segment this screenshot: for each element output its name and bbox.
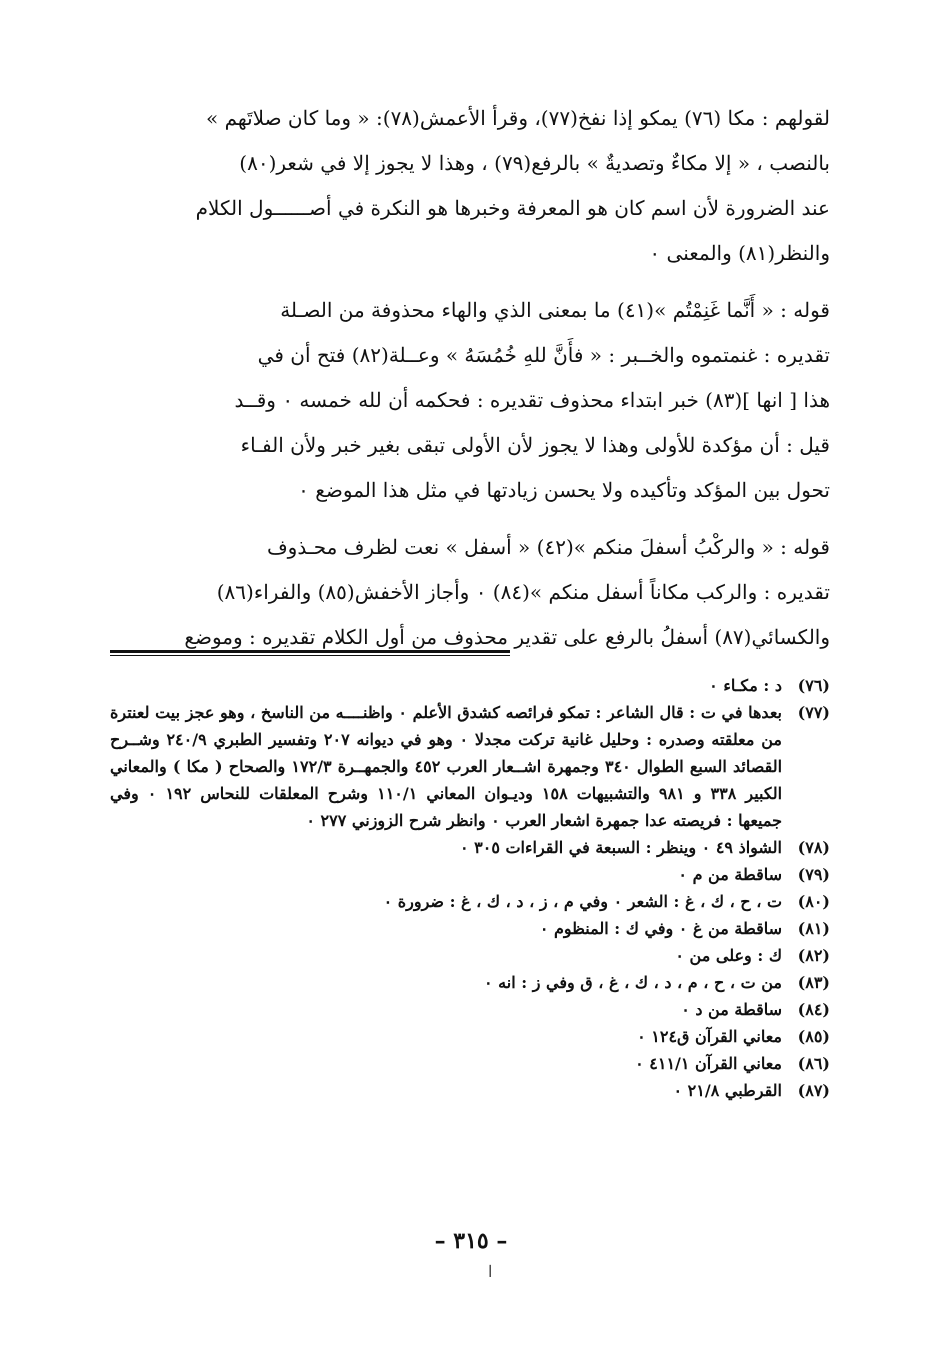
footnote xyxy=(110,834,830,861)
footnote-number: (٨٥) xyxy=(797,1027,830,1046)
footnote-text: معاني القرآن ق١٢٤ ٠ xyxy=(637,1027,782,1046)
footnote-number: (٧٨) xyxy=(797,838,830,857)
footnote xyxy=(110,861,830,888)
paragraph-1 xyxy=(110,96,830,276)
footnote xyxy=(110,942,830,969)
footnote-number: (٨٤) xyxy=(797,1000,830,1019)
footnotes xyxy=(110,672,830,1104)
footnote-number: (٨٠) xyxy=(797,892,830,911)
main-text xyxy=(110,96,830,672)
footnote xyxy=(110,1077,830,1104)
footnote-text: معاني القرآن ٤١١/١ ٠ xyxy=(635,1054,782,1073)
footnote-text: القرطبي ٢١/٨ ٠ xyxy=(673,1081,782,1100)
footnote-text: د : مكـاء ٠ xyxy=(709,676,782,695)
text-line: هذا [ انها ](٨٣) خبر ابتداء محذوف تقديره : فحكمه أن لله خمسه ٠ وقــد xyxy=(234,388,830,412)
footnote-number: (٧٩) xyxy=(797,865,830,884)
footnote-number: (٨٧) xyxy=(797,1081,830,1100)
footnote-text: من ت ، ح ، م ، د ، ك ، غ ، ق وفي ز : انه ٠ xyxy=(484,973,782,992)
footnote-text: بعدها في ت : قال الشاعر : تمكو فرائصه كشدق الأعلم ٠ واظنــــه من الناسخ ، وهو عجز بيت لعنترة من معلقته وصدره : وحليل غانية تركت مجدلا ٠ وهو في ديوانه ٢٠٧ وتفسير الطبري ٢٤٠/٩ وشــرح القصائد السبع الطوال ٣٤٠ وجمهرة اشــعار العرب ٤٥٢ والجمهــرة ١٧٢/٣ والصحاح ( مكا ) والمعاني الكبير ٣٣٨ و ٩٨١ والتشبيهات ١٥٨ وديـوان المعاني ١١٠/١ وشرح المعلقات للنحاس ١٩٢ ٠ وفي جميعها : فريصته عدا جمهرة اشعار العرب ٠ وانظر شرح الزوزني ٢٧٧ ٠ xyxy=(110,703,783,830)
text-line: تحول بين المؤكد وتأكيده ولا يحسن زيادتها في مثل هذا الموضع ٠ xyxy=(298,478,830,502)
page-number: – ٣١٥ – xyxy=(434,1228,508,1254)
footnote-number: (٨٣) xyxy=(797,973,830,992)
text-line: قوله : « أَنَّما غَنِمْتُم »(٤١) ما بمعنى الذي والهاء محذوفة من الصـلة xyxy=(280,298,830,322)
footnote-text: ساقطة من م ٠ xyxy=(678,865,782,884)
text-line: بالنصب ، « إلا مكاءٌ وتصديةٌ » بالرفع(٧٩) ، وهذا لا يجوز إلا في شعر(٨٠) xyxy=(239,151,830,175)
footnote-text: ساقطة من د ٠ xyxy=(681,1000,782,1019)
text-line: عند الضرورة لأن اسم كان هو المعرفة وخبرها هو النكرة في أصــــــول الكلام xyxy=(195,196,830,220)
stray-mark: ا xyxy=(488,1262,493,1281)
footnote xyxy=(110,969,830,996)
text-line: قوله : « والركْبُ أسفلَ منكم »(٤٢) « أسفل » نعت لظرف محـذوف xyxy=(266,535,830,559)
footnote xyxy=(110,1023,830,1050)
text-line: والنظر(٨١) والمعنى ٠ xyxy=(649,241,830,265)
paragraph-2 xyxy=(110,288,830,513)
footnote-number: (٧٦) xyxy=(797,676,830,695)
text-line: والكسائي(٨٧) أسفلُ بالرفع على تقدير محذوف من أول الكلام تقديره : وموضع xyxy=(184,625,830,649)
text-line: تقديره : غنمتموه والخــبر : « فأَنَّ للهِ خُمُسَهُ » وعــلة(٨٢) فتح أن في xyxy=(257,343,830,367)
footnote xyxy=(110,888,830,915)
footnote-text: ت ، ح ، ك ، غ : الشعر ٠ وفي م ، ز ، د ، ك ، غ : ضرورة ٠ xyxy=(383,892,782,911)
footnote xyxy=(110,699,830,834)
footnote-number: (٨١) xyxy=(797,919,830,938)
footnote-number: (٨٢) xyxy=(797,946,830,965)
footnote xyxy=(110,996,830,1023)
footnote-number: (٨٦) xyxy=(797,1054,830,1073)
footnote-number: (٧٧) xyxy=(797,703,830,722)
footnote-separator xyxy=(110,650,510,653)
footnote xyxy=(110,1050,830,1077)
footnote-text: الشواذ ٤٩ ٠ وينظر : السبعة في القراءات ٣٠٥ ٠ xyxy=(459,838,782,857)
footnote-text: ساقطة من غ ٠ وفي ك : المنظوم ٠ xyxy=(539,919,782,938)
footnote xyxy=(110,915,830,942)
text-line: قيل : أن مؤكدة للأولى وهذا لا يجوز لأن الأولى تبقى بغير خبر ولأن الفـاء xyxy=(240,433,830,457)
text-line: لقولهم : مكا (٧٦) يمكو إذا نفخ(٧٧)، وقرأ الأعمش(٧٨): « وما كان صلاتَهم » xyxy=(205,106,830,130)
text-line: تقديره : والركب مكاناً أسفل منكم »(٨٤) ٠ وأجاز الأخفش(٨٥) والفراء(٨٦) xyxy=(216,580,830,604)
footnote xyxy=(110,672,830,699)
footnote-text: ك : وعلى من ٠ xyxy=(675,946,782,965)
paragraph-3 xyxy=(110,525,830,660)
